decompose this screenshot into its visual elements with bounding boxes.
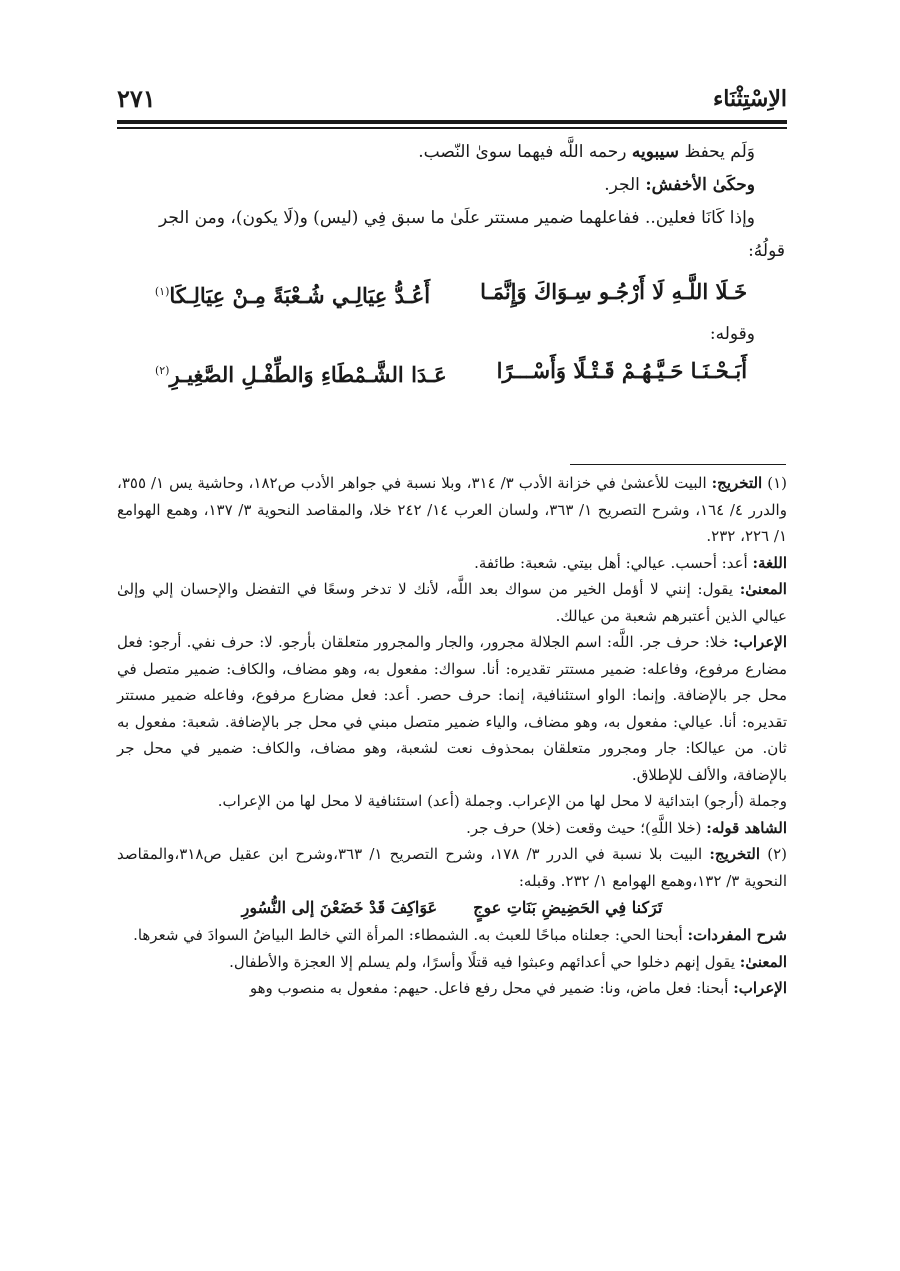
footnote-2-maana	[117, 949, 787, 976]
maana-text: يقول: إنني لا أؤمل الخير من سواك بعد اللَّه، لأنك لا تدخر وسعًا في التفضل والإحسان إلي وإلىٰ عيالي الذين أعتبرهم شعبة من عيالك.	[117, 580, 787, 625]
footnote-1-number: (١)	[767, 474, 787, 492]
footnote-2-takhrij	[117, 841, 787, 894]
footnotes	[117, 470, 787, 1002]
preceding-verse-first: تَرَكنا فِي الحَضِيضِ بَنَاتِ عوجٍ	[473, 898, 663, 917]
shahid-label: الشاهد قوله:	[706, 818, 787, 837]
irab-label: الإعراب:	[733, 633, 787, 651]
footnote-2-number: (٢)	[767, 845, 787, 863]
takhrij-label: التخريج:	[711, 474, 763, 492]
lugha-text: أعد: أحسب. عيالي: أهل بيتي. شعبة: طائفة.	[474, 553, 748, 572]
name-sibawayh: سيبويه	[631, 142, 680, 162]
verse-2	[117, 353, 785, 393]
page-header	[117, 82, 787, 118]
takhrij-2-label: التخريج:	[709, 845, 760, 863]
footnote-1-takhrij	[117, 470, 787, 550]
footnote-1-lugha	[117, 550, 787, 577]
header-rule-thick	[117, 120, 787, 124]
p3-text: وإذا كَانَا فعلين.. ففاعلهما ضمير مستتر علَىٰ ما سبق فِي (ليس) و(لَا يكون)، ومن الجر قولُهُ:	[159, 208, 785, 261]
verse-1-first-hemistich: خَـلَا اللَّـهِ لَا أَرْجُـو سِـوَاكَ وَإِنَّمَـا	[480, 279, 748, 304]
maana-2-text: يقول إنهم دخلوا حي أعدائهم وعبثوا فيه قتلًا وأسرًا، ولم يسلم إلا العجزة والأطفال.	[229, 952, 735, 971]
footnote-ref-2: (٢)	[154, 364, 170, 377]
maana-label: المعنىٰ:	[739, 580, 787, 598]
footnote-separator	[570, 464, 786, 465]
footnote-1-jumla	[117, 788, 787, 815]
takhrij-text: البيت للأعشىٰ في خزانة الأدب ٣/ ٣١٤، وبلا نسبة في جواهر الأدب ص١٨٢، وحاشية يس ١/ ٣٥٥، والدرر ٤/ ١٦٤، وشرح التصريح ١/ ٣٦٣، ولسان العرب ١٤/ ٢٤٢ خلا، والمقاصد النحوية ٣/ ١٣٧، وهمع الهوامع ١/ ٢٢٦، ٢٣٢.	[117, 474, 787, 545]
verse-2-second-text: عَـدَا الشَّـمْطَاءِ وَالطِّفْـلِ الصَّغِيـرِ	[169, 362, 447, 387]
main-text	[117, 136, 785, 397]
irab-text: خلا: حرف جر. اللَّه: اسم الجلالة مجرور، والجار والمجرور متعلقان بأرجو. لا: حرف نفي. أرجو: فعل مضارع مرفوع، وفاعله: ضمير مستتر تقديره: أنا. سواك: مفعول به، وهو مضاف، والكاف: ضمير متصل في محل جر بالإضافة. وإنما: الواو استئنافية، إنما: حرف حصر. أعد: فعل مضارع مرفوع، وفاعله ضمير مستتر تقديره: أنا. عيالي: مفعول به، وهو مضاف، والياء ضمير متصل مبني في محل جر بالإضافة. شعبة: مفعول به ثان. من عيالكا: جار ومجرور متعلقان بمحذوف نعت لشعبة، وهو مضاف، والكاف: ضمير في محل جر بالإضافة، والألف للإطلاق.	[117, 633, 787, 784]
footnote-ref-1: (١)	[154, 285, 170, 298]
preceding-verse-second: عَوَاكِفَ قَدْ خَضَعْنَ إلى النُّسُورِ	[241, 898, 438, 917]
p2-end: الجر.	[604, 175, 640, 195]
maana-2-label: المعنىٰ:	[739, 952, 787, 971]
paragraph-akhfash	[117, 169, 785, 202]
preceding-verse	[117, 894, 787, 922]
footnote-1-maana	[117, 576, 787, 629]
verse-1-second-text: أَعُـدُّ عِيَالِـي شُـعْبَةً مِـنْ عِيَالِـكَا	[169, 283, 431, 308]
takhrij-2-text: البيت بلا نسبة في الدرر ٣/ ١٧٨، وشرح التصريح ١/ ٣٦٣،وشرح ابن عقيل ص٣١٨،والمقاصد النحوية ٣/ ١٣٢،وهمع الهوامع ١/ ٢٣٢. وقبله:	[117, 845, 787, 890]
paragraph-qawluhu	[117, 318, 785, 351]
irab-2-label: الإعراب:	[733, 979, 787, 997]
paragraph-verbs	[117, 202, 785, 268]
verse-2-second-hemistich	[155, 353, 447, 393]
footnote-1-shahid	[117, 815, 787, 842]
lugha-label: اللغة:	[752, 553, 787, 572]
p1-end: رحمه اللَّه فيهما سوىٰ النّصب.	[418, 142, 627, 162]
verse-2-first-hemistich: أَبَـحْـنَـا حَـيَّـهُـمْ قَـتْـلًا وَأَسْـــرًا	[496, 358, 748, 383]
shahid-text: (خلا اللَّهِ)؛ حيث وقعت (خلا) حرف جر.	[466, 818, 702, 837]
paragraph-sibawayh	[117, 136, 785, 169]
header-rule-thin	[117, 127, 787, 129]
p1-start: وَلَم يحفظ	[684, 142, 755, 162]
p4-text: وقوله:	[709, 324, 755, 344]
page-number: ٢٧١	[117, 84, 156, 113]
mufradat-label: شرح المفردات:	[687, 926, 787, 944]
irab-2-text: أبحنا: فعل ماض، ونا: ضمير في محل رفع فاعل. حيهم: مفعول به منصوب وهو	[249, 979, 729, 997]
verse-1	[117, 274, 785, 314]
footnote-2-irab	[117, 975, 787, 1002]
footnote-1-irab	[117, 629, 787, 788]
jumla-text: وجملة (أرجو) ابتدائية لا محل لها من الإعراب. وجملة (أعد) استئنافية لا محل لها من الإعراب.	[217, 792, 787, 810]
footnote-2-mufradat	[117, 922, 787, 949]
verse-1-second-hemistich	[155, 274, 430, 314]
name-akhfash: وحكَىٰ الأخفش:	[645, 175, 755, 195]
mufradat-text: أبحنا الحي: جعلناه مباحًا للعبث به. الشمطاء: المرأة التي خالط البياضُ السوادَ في شعرها.	[133, 926, 683, 944]
chapter-title: الاِسْتِثْنَاء	[712, 86, 787, 112]
